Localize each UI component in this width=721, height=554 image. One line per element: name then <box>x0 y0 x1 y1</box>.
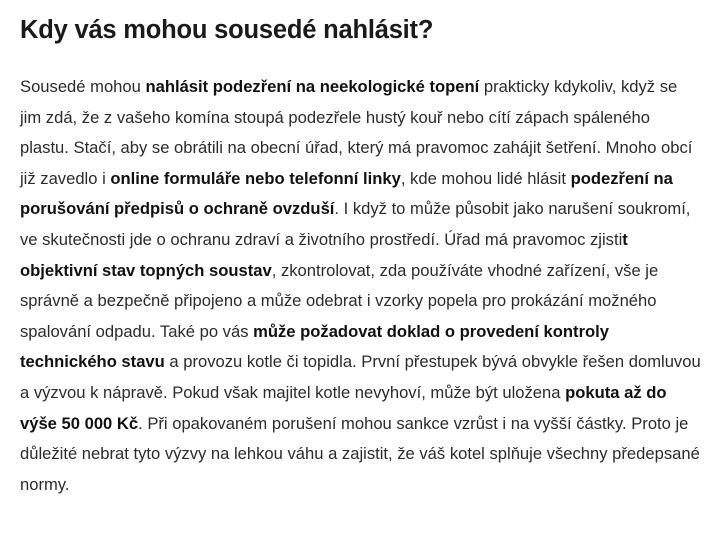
section-heading: Kdy vás mohou sousedé nahlásit? <box>20 16 434 44</box>
text-run: Sousedé mohou <box>20 77 146 96</box>
emphasis-online-forms: online formuláře nebo telefonní linky <box>110 168 401 188</box>
emphasis-fine-amount: pokuta až do výše 50 000 Kč <box>20 382 667 433</box>
text-run: prakticky kdykoliv, když se jim zdá, že z vašeho komína stoupá podezřele hustý kouř nebo cítí zápach spáleného plastu. Stačí, aby se obrátili na obecní úřad, který má pravomoc zahájit šetření. Mnoho obcí již zavedlo i <box>20 77 693 188</box>
body-paragraph <box>20 72 703 500</box>
emphasis-heating-state: t objektivní stav topných soustav <box>20 229 628 280</box>
text-run: , kde mohou lidé hlásit <box>400 168 571 188</box>
text-run: . I když to může působit jako narušení soukromí, ve skutečnosti jde o ochranu zdraví a životního prostředí. Úřad má pravomoc zjisti <box>20 199 691 249</box>
text-run: , zkontrolovat, zda používáte vhodné zařízení, vše je správně a bezpečně připojeno a může odebrat i vzorky popela pro prokázání možného spalování odpadu. Také po vás <box>20 260 659 341</box>
emphasis-air-protection: podezření na porušování předpisů o ochraně ovzduší <box>20 168 673 219</box>
emphasis-inspection-proof: může požadovat doklad o provedení kontroly technického stavu <box>20 321 609 372</box>
text-run: . Při opakovaném porušení mohou sankce vzrůst i na vyšší částky. Proto je důležité nebrat tyto výzvy na lehkou váhu a zajistit, že váš kotel splňuje všechny předepsané normy. <box>20 413 700 494</box>
emphasis-report-suspicion: nahlásit podezření na neekologické topení <box>145 77 480 96</box>
text-run: a provozu kotle či topidla. První přestupek bývá obvykle řešen domluvou a výzvou k nápravě. Pokud však majitel kotle nevyhoví, může být uložena <box>20 352 701 402</box>
